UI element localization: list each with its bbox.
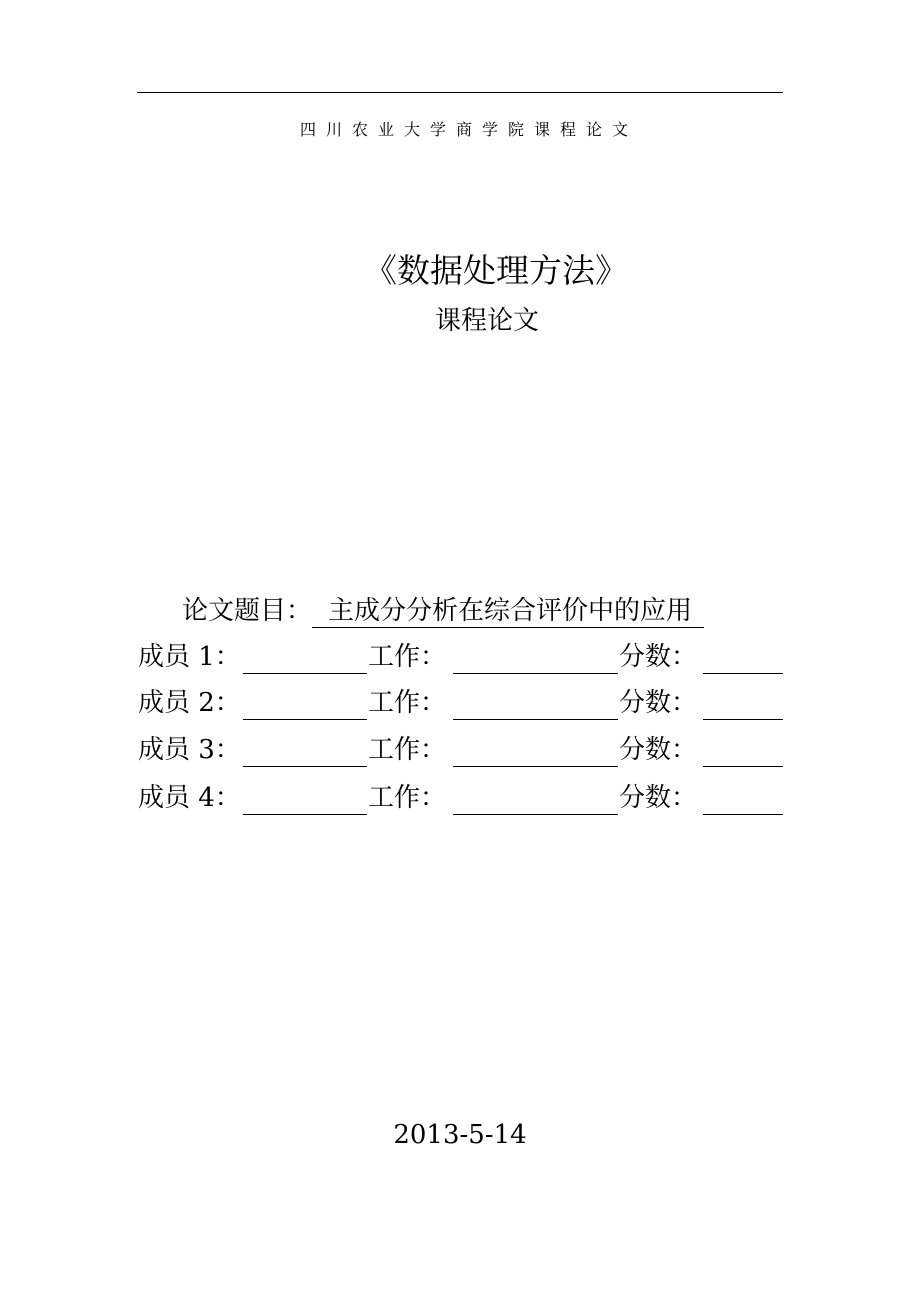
- topic-label: 论文题目：: [182, 596, 313, 626]
- work-blank: [453, 814, 618, 815]
- header-rule: [137, 92, 783, 93]
- school-header: 四川农业大学商学院课程论文: [299, 120, 638, 139]
- member-name-blank: [243, 719, 367, 720]
- member-name-blank: [243, 673, 367, 674]
- score-blank: [703, 814, 783, 815]
- work-blank: [453, 673, 618, 674]
- work-label: 工作：: [368, 642, 447, 672]
- member-label: 成员 2：: [138, 688, 241, 718]
- score-label: 分数：: [619, 735, 698, 765]
- score-label: 分数：: [619, 783, 698, 813]
- member-name-blank: [243, 814, 367, 815]
- member-row-2: [138, 686, 783, 722]
- work-label: 工作：: [368, 735, 447, 765]
- work-label: 工作：: [368, 688, 447, 718]
- score-label: 分数：: [619, 688, 698, 718]
- member-name-blank: [243, 766, 367, 767]
- topic-row: [182, 590, 704, 628]
- work-label: 工作：: [368, 783, 447, 813]
- score-label: 分数：: [619, 642, 698, 672]
- member-label: 成员 4：: [138, 783, 241, 813]
- score-blank: [703, 766, 783, 767]
- course-title: 《数据处理方法》: [364, 251, 628, 290]
- member-label: 成员 1：: [138, 642, 241, 672]
- course-subtitle: 课程论文: [434, 306, 539, 336]
- member-row-4: [138, 781, 783, 817]
- score-blank: [703, 673, 783, 674]
- topic-value: 主成分分析在综合评价中的应用: [312, 596, 704, 628]
- member-row-1: [138, 640, 783, 676]
- member-label: 成员 3：: [138, 735, 241, 765]
- member-row-3: [138, 733, 783, 769]
- document-date: 2013-5-14: [393, 1120, 527, 1150]
- work-blank: [453, 766, 618, 767]
- work-blank: [453, 719, 618, 720]
- score-blank: [703, 719, 783, 720]
